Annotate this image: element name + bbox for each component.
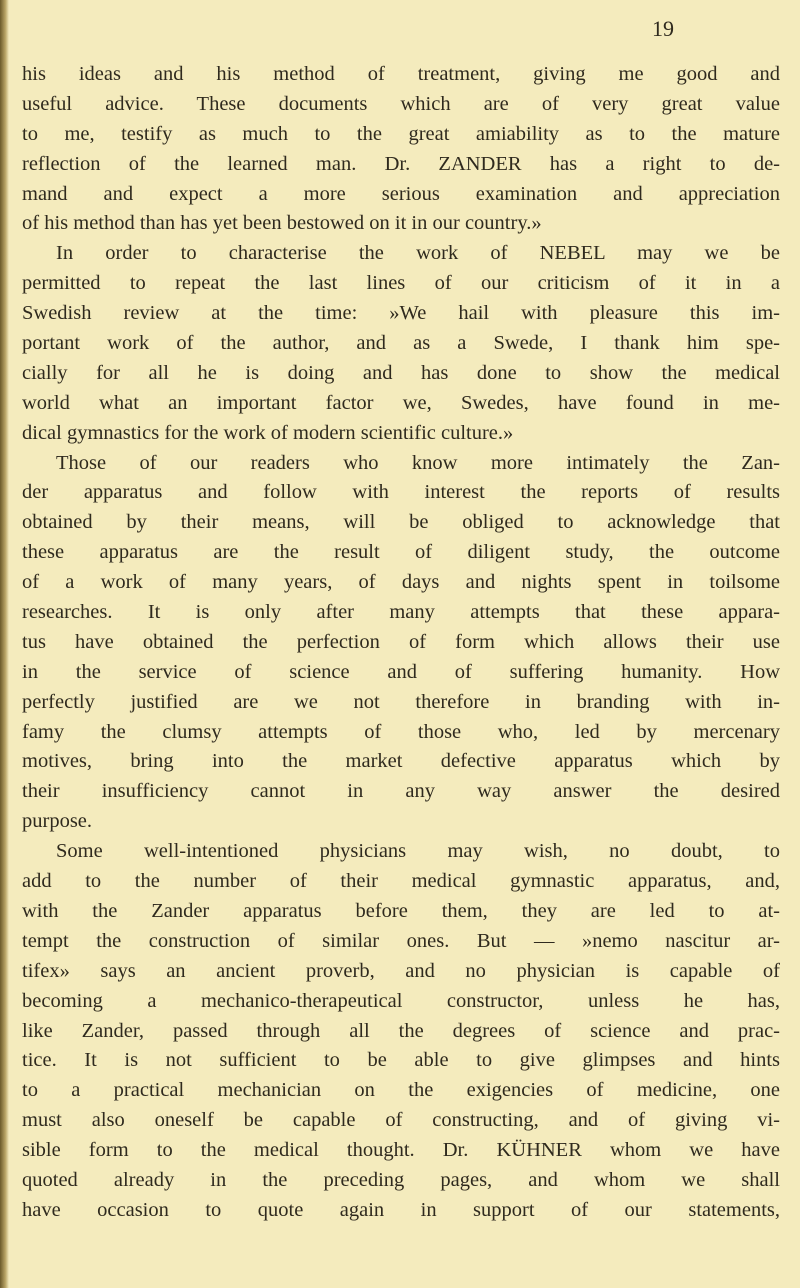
text-line: tus have obtained the perfection of form which allows their use — [22, 630, 780, 653]
page-number: 19 — [652, 16, 674, 41]
page-binding-edge — [0, 0, 9, 1288]
text-line: Swedish review at the time: »We hail with pleasure this im- — [22, 302, 780, 325]
text-line: Those of our readers who know more intimately the Zan- — [56, 451, 780, 474]
text-line: obtained by their means, will be obliged to acknowledge that — [22, 511, 780, 534]
text-line: tempt the construction of similar ones. But — »nemo nascitur ar- — [22, 929, 780, 952]
text-line: In order to characterise the work of NEBEL may we be — [56, 242, 780, 265]
text-line: have occasion to quote again in support of our statements, — [22, 1198, 780, 1221]
text-line: of a work of many years, of days and nights spent in toilsome — [22, 571, 780, 594]
text-line: like Zander, passed through all the degrees of science and prac- — [22, 1019, 780, 1042]
text-line: in the service of science and of suffering humanity. How — [22, 660, 780, 683]
text-line: researches. It is only after many attempts that these appara- — [22, 601, 780, 624]
text-line: Some well-intentioned physicians may wish, no doubt, to — [56, 840, 780, 863]
text-line: must also oneself be capable of constructing, and of giving vi- — [22, 1109, 780, 1132]
text-line: sible form to the medical thought. Dr. KÜHNER whom we have — [22, 1139, 780, 1162]
text-line: their insufficiency cannot in any way answer the desired — [22, 780, 780, 803]
text-line: his ideas and his method of treatment, giving me good and — [22, 63, 780, 85]
text-line: quoted already in the preceding pages, and whom we shall — [22, 1168, 780, 1191]
text-line: famy the clumsy attempts of those who, led by mercenary — [22, 720, 780, 743]
text-line: permitted to repeat the last lines of our criticism of it in a — [22, 272, 780, 295]
text-line: cially for all he is doing and has done to show the medical — [22, 361, 780, 384]
text-line: tice. It is not sufficient to be able to give glimpses and hints — [22, 1049, 780, 1072]
text-line: useful advice. These documents which are of very great value — [22, 92, 780, 115]
text-line: motives, bring into the market defective apparatus which by — [22, 750, 780, 773]
text-line: purpose. — [22, 810, 93, 833]
page-body-text — [22, 60, 780, 1226]
text-line: mand and expect a more serious examination and appreciation — [22, 182, 780, 205]
text-line: to me, testify as much to the great amiability as to the mature — [22, 122, 780, 145]
text-line: to a practical mechanician on the exigencies of medicine, one — [22, 1079, 780, 1102]
text-line: reflection of the learned man. Dr. ZANDER has a right to de- — [22, 152, 780, 175]
text-line: perfectly justified are we not therefore in branding with in- — [22, 690, 780, 713]
text-line: world what an important factor we, Swedes, have found in me- — [22, 391, 780, 414]
text-line: these apparatus are the result of diligent study, the outcome — [22, 541, 780, 564]
text-line: tifex» says an ancient proverb, and no physician is capable of — [22, 959, 780, 982]
text-line: portant work of the author, and as a Swede, I thank him spe- — [22, 332, 780, 355]
text-line: becoming a mechanico-therapeutical constructor, unless he has, — [22, 989, 780, 1012]
text-line: with the Zander apparatus before them, they are led to at- — [22, 899, 780, 922]
text-line: of his method than has yet been bestowed on it in our country.» — [22, 212, 542, 235]
text-line: der apparatus and follow with interest the reports of results — [22, 481, 780, 504]
text-line: add to the number of their medical gymnastic apparatus, and, — [22, 870, 780, 893]
text-line: dical gymnastics for the work of modern scientific culture.» — [22, 421, 514, 444]
